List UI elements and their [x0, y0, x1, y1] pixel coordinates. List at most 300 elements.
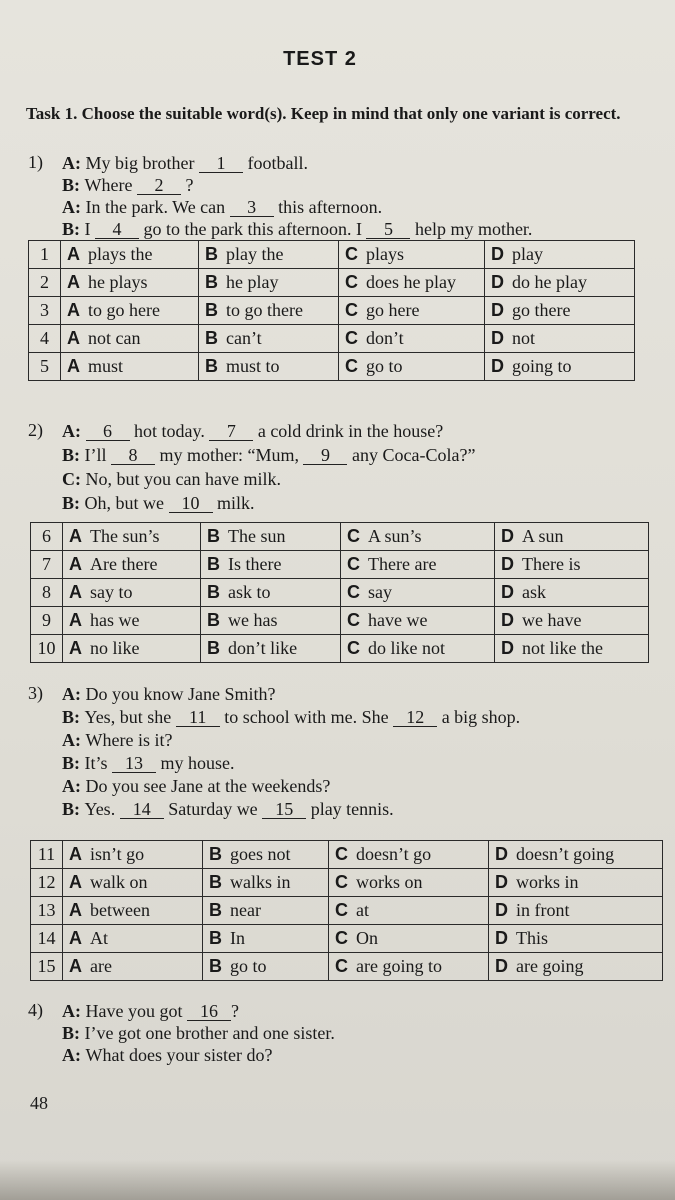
option-letter: D: [501, 526, 514, 546]
dialogue-text: Where: [84, 175, 137, 195]
option-letter: C: [335, 900, 348, 920]
option-text: in front: [516, 900, 570, 920]
option-c: [339, 325, 485, 353]
option-letter: C: [345, 300, 358, 320]
answer-blank: 16: [187, 1002, 231, 1021]
option-text: are going to: [356, 956, 442, 976]
option-letter: A: [69, 928, 82, 948]
option-letter: C: [345, 244, 358, 264]
question-number: 5: [29, 353, 61, 381]
option-text: say: [368, 582, 392, 602]
option-letter: D: [495, 872, 508, 892]
table-row: [29, 325, 635, 353]
option-letter: A: [67, 300, 80, 320]
page-title: TEST 2: [283, 48, 357, 70]
option-a: [63, 579, 201, 607]
option-d: [485, 269, 635, 297]
option-c: [329, 925, 489, 953]
option-letter: D: [491, 328, 504, 348]
dialogue-text: my mother: “Mum,: [155, 445, 304, 465]
question-number: 1: [29, 241, 61, 269]
option-letter: C: [347, 638, 360, 658]
option-b: [201, 607, 341, 635]
question-number: 14: [31, 925, 63, 953]
option-a: [63, 841, 203, 869]
option-d: [489, 897, 663, 925]
option-text: walks in: [230, 872, 291, 892]
dialogue-text: Oh, but we: [84, 493, 169, 513]
option-b: [201, 551, 341, 579]
option-a: [63, 953, 203, 981]
answer-blank: 8: [111, 446, 155, 465]
option-letter: B: [207, 554, 220, 574]
option-text: near: [230, 900, 261, 920]
option-letter: C: [345, 356, 358, 376]
option-d: [485, 325, 635, 353]
option-text: not: [512, 328, 536, 348]
speaker-label: B:: [62, 707, 85, 727]
option-text: walk on: [90, 872, 148, 892]
option-a: [63, 635, 201, 663]
option-text: have we: [368, 610, 428, 630]
option-letter: B: [209, 900, 222, 920]
option-text: play: [512, 244, 543, 264]
option-letter: C: [335, 844, 348, 864]
dialogue-line: [62, 706, 520, 728]
option-b: [203, 953, 329, 981]
option-letter: B: [209, 872, 222, 892]
dialogue-text: football.: [242, 153, 308, 173]
option-text: go to: [366, 356, 403, 376]
speaker-label: C:: [62, 469, 86, 489]
option-a: [61, 241, 199, 269]
option-a: [63, 523, 201, 551]
option-text: A sun: [522, 526, 564, 546]
option-text: doesn’t going: [516, 844, 615, 864]
question-number: 2: [29, 269, 61, 297]
option-letter: A: [69, 900, 82, 920]
dialogue-text: this afternoon.: [273, 197, 383, 217]
option-b: [203, 925, 329, 953]
dialogue-text: ?: [230, 1001, 239, 1021]
option-letter: B: [205, 300, 218, 320]
option-letter: D: [501, 554, 514, 574]
option-text: does he play: [366, 272, 456, 292]
option-b: [201, 579, 341, 607]
dialogue-text: play tennis.: [306, 799, 394, 819]
speaker-label: A:: [62, 730, 86, 750]
option-letter: C: [335, 928, 348, 948]
section-number: 4): [28, 1000, 43, 1020]
dialogue-line: [62, 1022, 335, 1044]
option-text: don’t: [366, 328, 404, 348]
dialogue-text: milk.: [212, 493, 255, 513]
dialogue-text: my house.: [156, 753, 235, 773]
option-letter: C: [347, 554, 360, 574]
option-letter: B: [205, 328, 218, 348]
option-text: don’t like: [228, 638, 298, 658]
option-c: [341, 635, 495, 663]
dialogue-text: ?: [180, 175, 194, 195]
table-row: [31, 607, 649, 635]
option-b: [199, 269, 339, 297]
option-text: A sun’s: [368, 526, 422, 546]
dialogue-line: [62, 420, 443, 442]
option-letter: D: [495, 956, 508, 976]
table-row: [31, 925, 663, 953]
option-letter: D: [491, 244, 504, 264]
option-text: isn’t go: [90, 844, 145, 864]
dialogue-text: Yes, but she: [84, 707, 176, 727]
option-text: The sun’s: [90, 526, 160, 546]
answer-blank: 1: [199, 154, 243, 173]
option-text: plays the: [88, 244, 153, 264]
dialogue-text: My big brother: [85, 153, 199, 173]
option-c: [329, 841, 489, 869]
speaker-label: B:: [62, 1023, 85, 1043]
option-letter: C: [347, 582, 360, 602]
option-letter: B: [209, 956, 222, 976]
dialogue-line: [62, 196, 382, 218]
option-b: [203, 897, 329, 925]
option-text: There are: [368, 554, 437, 574]
option-text: do he play: [512, 272, 587, 292]
option-letter: A: [69, 844, 82, 864]
option-d: [495, 635, 649, 663]
option-a: [63, 925, 203, 953]
dialogue-line: [62, 729, 172, 751]
option-text: not like the: [522, 638, 603, 658]
option-text: go to: [230, 956, 267, 976]
option-text: The sun: [228, 526, 286, 546]
option-text: On: [356, 928, 378, 948]
dialogue-text: What does your sister do?: [85, 1045, 273, 1065]
question-number: 11: [31, 841, 63, 869]
option-letter: C: [347, 526, 360, 546]
option-letter: D: [491, 356, 504, 376]
dialogue-text: Yes.: [84, 799, 120, 819]
speaker-label: B:: [62, 753, 85, 773]
dialogue-text: I’ve got one brother and one sister.: [84, 1023, 335, 1043]
table-row: [29, 241, 635, 269]
answer-blank: 10: [169, 494, 213, 513]
speaker-label: B:: [62, 175, 85, 195]
option-text: works in: [516, 872, 579, 892]
option-a: [63, 897, 203, 925]
option-letter: C: [345, 272, 358, 292]
section-number: 3): [28, 683, 43, 703]
option-b: [201, 635, 341, 663]
option-letter: A: [69, 526, 82, 546]
question-number: 4: [29, 325, 61, 353]
option-c: [341, 579, 495, 607]
page-number: 48: [30, 1093, 48, 1113]
task-instruction: Task 1. Choose the suitable word(s). Keep in mind that only one variant is correct.: [26, 104, 621, 123]
table-row: [31, 635, 649, 663]
option-b: [201, 523, 341, 551]
option-letter: C: [345, 328, 358, 348]
question-number: 3: [29, 297, 61, 325]
option-text: In: [230, 928, 245, 948]
answer-blank: 6: [86, 422, 130, 441]
option-b: [199, 297, 339, 325]
option-d: [495, 607, 649, 635]
option-d: [489, 953, 663, 981]
page-bottom-edge: [0, 1160, 675, 1200]
option-b: [199, 325, 339, 353]
option-letter: D: [501, 610, 514, 630]
option-text: say to: [90, 582, 133, 602]
table-row: [31, 523, 649, 551]
option-text: works on: [356, 872, 423, 892]
question-number: 8: [31, 579, 63, 607]
option-letter: B: [207, 610, 220, 630]
dialogue-text: In the park. We can: [85, 197, 230, 217]
answer-blank: 11: [176, 708, 220, 727]
option-letter: A: [67, 328, 80, 348]
option-text: Are there: [90, 554, 158, 574]
question-number: 6: [31, 523, 63, 551]
option-c: [329, 869, 489, 897]
option-text: go here: [366, 300, 420, 320]
section-number: 1): [28, 152, 43, 172]
option-d: [485, 353, 635, 381]
section-number: 2): [28, 420, 43, 440]
table-row: [31, 579, 649, 607]
speaker-label: B:: [62, 799, 85, 819]
option-letter: D: [495, 844, 508, 864]
option-letter: A: [67, 356, 80, 376]
option-letter: B: [205, 244, 218, 264]
option-text: we has: [228, 610, 278, 630]
dialogue-text: Have you got: [85, 1001, 187, 1021]
option-text: must to: [226, 356, 280, 376]
option-d: [495, 551, 649, 579]
option-text: not can: [88, 328, 141, 348]
options-table: [30, 840, 663, 981]
option-d: [485, 241, 635, 269]
option-c: [339, 297, 485, 325]
speaker-label: A:: [62, 1001, 86, 1021]
option-letter: A: [69, 582, 82, 602]
option-letter: B: [207, 526, 220, 546]
option-d: [489, 869, 663, 897]
option-text: can’t: [226, 328, 262, 348]
option-c: [341, 523, 495, 551]
speaker-label: A:: [62, 153, 86, 173]
dialogue-line: [62, 174, 193, 196]
option-text: we have: [522, 610, 582, 630]
option-letter: C: [335, 956, 348, 976]
option-letter: A: [69, 610, 82, 630]
option-letter: A: [69, 956, 82, 976]
option-letter: B: [205, 272, 218, 292]
option-text: ask to: [228, 582, 271, 602]
answer-blank: 14: [120, 800, 164, 819]
table-row: [31, 551, 649, 579]
dialogue-line: [62, 1044, 272, 1066]
dialogue-line: [62, 798, 394, 820]
dialogue-text: No, but you can have milk.: [85, 469, 281, 489]
speaker-label: A:: [62, 684, 86, 704]
dialogue-text: I: [84, 219, 95, 239]
dialogue-line: [62, 683, 275, 705]
option-letter: B: [209, 844, 222, 864]
dialogue-line: [62, 1000, 239, 1022]
option-letter: D: [501, 582, 514, 602]
question-number: 15: [31, 953, 63, 981]
option-letter: D: [501, 638, 514, 658]
option-a: [63, 607, 201, 635]
option-text: he plays: [88, 272, 148, 292]
option-text: do like not: [368, 638, 445, 658]
table-row: [29, 297, 635, 325]
option-letter: B: [209, 928, 222, 948]
answer-blank: 9: [303, 446, 347, 465]
option-d: [485, 297, 635, 325]
dialogue-line: [62, 752, 235, 774]
dialogue-text: Do you know Jane Smith?: [85, 684, 276, 704]
options-table: [30, 522, 649, 663]
option-letter: D: [495, 900, 508, 920]
question-number: 10: [31, 635, 63, 663]
dialogue-line: [62, 152, 308, 174]
dialogue-text: I’ll: [84, 445, 111, 465]
speaker-label: B:: [62, 219, 85, 239]
dialogue-line: [62, 468, 281, 490]
speaker-label: A:: [62, 1045, 86, 1065]
answer-blank: 7: [209, 422, 253, 441]
speaker-label: A:: [62, 421, 86, 441]
dialogue-line: [62, 444, 475, 466]
option-text: to go there: [226, 300, 303, 320]
option-text: has we: [90, 610, 140, 630]
answer-blank: 4: [95, 220, 139, 239]
option-d: [495, 523, 649, 551]
option-text: ask: [522, 582, 546, 602]
option-text: must: [88, 356, 124, 376]
option-letter: B: [205, 356, 218, 376]
option-c: [339, 269, 485, 297]
option-text: going to: [512, 356, 572, 376]
answer-blank: 3: [230, 198, 274, 217]
option-text: are going: [516, 956, 584, 976]
table-row: [31, 841, 663, 869]
dialogue-line: [62, 775, 330, 797]
table-row: [31, 953, 663, 981]
question-number: 12: [31, 869, 63, 897]
question-number: 13: [31, 897, 63, 925]
speaker-label: A:: [62, 776, 86, 796]
option-text: play the: [226, 244, 284, 264]
option-letter: A: [69, 872, 82, 892]
option-c: [329, 897, 489, 925]
option-c: [341, 607, 495, 635]
answer-blank: 13: [112, 754, 156, 773]
option-a: [61, 297, 199, 325]
option-a: [63, 551, 201, 579]
option-b: [203, 869, 329, 897]
dialogue-text: It’s: [84, 753, 113, 773]
option-text: This: [516, 928, 549, 948]
answer-blank: 12: [393, 708, 437, 727]
option-letter: C: [347, 610, 360, 630]
option-text: Is there: [228, 554, 282, 574]
question-number: 7: [31, 551, 63, 579]
option-letter: D: [491, 272, 504, 292]
option-a: [61, 325, 199, 353]
option-a: [61, 353, 199, 381]
dialogue-text: to school with me. She: [219, 707, 394, 727]
option-text: between: [90, 900, 150, 920]
answer-blank: 15: [262, 800, 306, 819]
option-letter: B: [207, 638, 220, 658]
option-text: to go here: [88, 300, 160, 320]
option-letter: D: [495, 928, 508, 948]
option-c: [339, 241, 485, 269]
option-text: at: [356, 900, 369, 920]
option-c: [329, 953, 489, 981]
dialogue-text: Do you see Jane at the weekends?: [85, 776, 331, 796]
table-row: [29, 269, 635, 297]
option-a: [63, 869, 203, 897]
option-text: are: [90, 956, 112, 976]
option-text: At: [90, 928, 108, 948]
dialogue-text: Where is it?: [85, 730, 173, 750]
options-table: [28, 240, 635, 381]
dialogue-text: Saturday we: [163, 799, 263, 819]
option-letter: A: [69, 638, 82, 658]
answer-blank: 2: [137, 176, 181, 195]
dialogue-text: hot today.: [129, 421, 210, 441]
answer-blank: 5: [366, 220, 410, 239]
option-letter: A: [67, 272, 80, 292]
option-letter: C: [335, 872, 348, 892]
speaker-label: A:: [62, 197, 86, 217]
option-text: goes not: [230, 844, 291, 864]
dialogue-text: a cold drink in the house?: [253, 421, 444, 441]
dialogue-text: help my mother.: [410, 219, 533, 239]
option-a: [61, 269, 199, 297]
option-text: plays: [366, 244, 404, 264]
option-b: [199, 241, 339, 269]
option-letter: A: [67, 244, 80, 264]
table-row: [31, 869, 663, 897]
dialogue-line: [62, 492, 255, 514]
option-letter: B: [207, 582, 220, 602]
question-number: 9: [31, 607, 63, 635]
option-text: doesn’t go: [356, 844, 432, 864]
option-text: There is: [522, 554, 581, 574]
option-d: [495, 579, 649, 607]
table-row: [29, 353, 635, 381]
dialogue-text: go to the park this afternoon. I: [139, 219, 367, 239]
option-b: [203, 841, 329, 869]
option-text: go there: [512, 300, 571, 320]
option-text: he play: [226, 272, 279, 292]
option-text: no like: [90, 638, 140, 658]
option-d: [489, 841, 663, 869]
dialogue-text: any Coca-Cola?”: [347, 445, 476, 465]
speaker-label: B:: [62, 445, 85, 465]
dialogue-text: a big shop.: [437, 707, 521, 727]
dialogue-line: [62, 218, 532, 240]
speaker-label: B:: [62, 493, 85, 513]
option-c: [341, 551, 495, 579]
option-b: [199, 353, 339, 381]
option-letter: D: [491, 300, 504, 320]
option-letter: A: [69, 554, 82, 574]
